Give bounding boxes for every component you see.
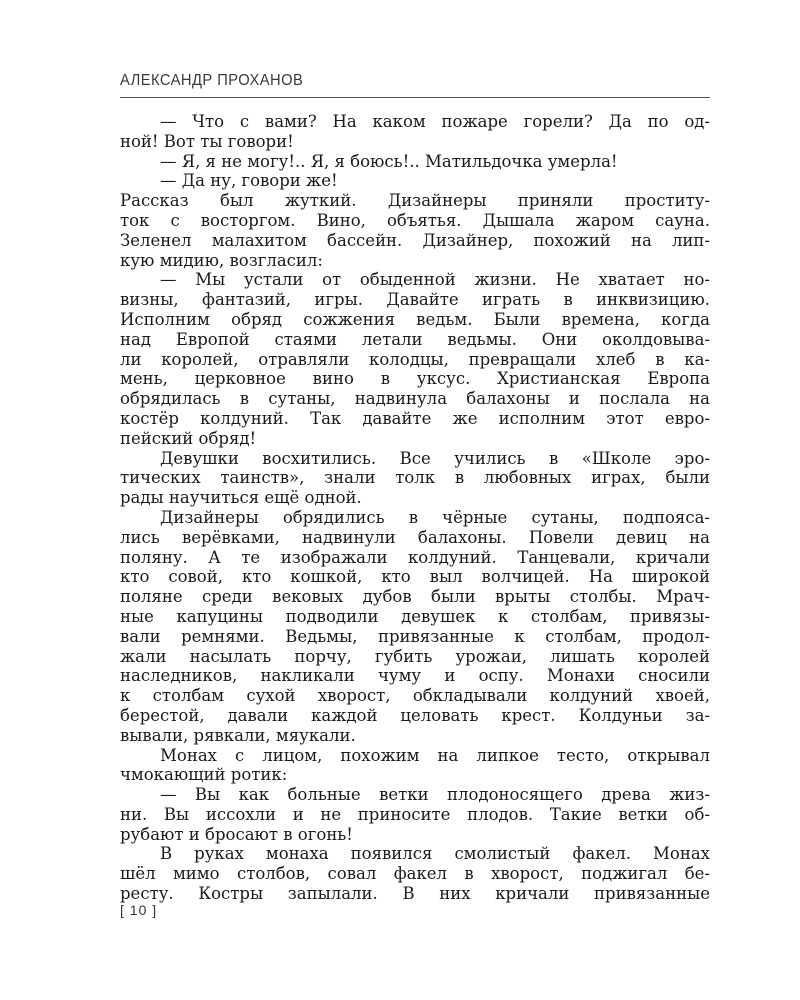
- text-line: рады научиться ещё одной.: [120, 488, 362, 508]
- text-line: ток с восторгом. Вино, объятья. Дышала жаром сауна.: [120, 210, 710, 230]
- text-line: ресту. Костры запылали. В них кричали привязанные: [120, 884, 710, 904]
- text-line: визны, фантазий, игры. Давайте играть в инквизицию.: [120, 290, 710, 310]
- text-line: ни. Вы иссохли и не приносите плодов. Такие ветки об-: [120, 804, 710, 824]
- text-line: В руках монаха появился смолистый факел. Монах: [160, 844, 710, 864]
- text-line: — Я, я не могу!.. Я, я боюсь!.. Матильдочка умерла!: [160, 151, 618, 171]
- text-line: поляне среди вековых дубов были врыты столбы. Мрач-: [120, 587, 710, 607]
- text-line: поляну. А те изображали колдуний. Танцевали, кричали: [120, 547, 710, 567]
- page-number: [ 10 ]: [120, 902, 158, 918]
- text-line: берестой, давали каждой целовать крест. Колдуньи за-: [120, 705, 710, 725]
- text-line: ные капуцины подводили девушек к столбам, привязы-: [120, 606, 710, 626]
- text-line: Монах с лицом, похожим на липкое тесто, открывал: [160, 745, 710, 765]
- text-line: костёр колдуний. Так давайте же исполним этот евро-: [120, 408, 710, 428]
- header-rule: [120, 97, 710, 98]
- text-line: лись верёвками, надвинули балахоны. Повели девиц на: [120, 527, 710, 547]
- text-line: наследников, накликали чуму и оспу. Монахи сносили: [120, 666, 710, 686]
- text-line: — Да ну, говори же!: [160, 171, 338, 191]
- text-line: тических таинств», знали толк в любовных играх, были: [120, 468, 710, 488]
- text-line: Дизайнеры обрядились в чёрные сутаны, подпояса-: [160, 507, 710, 527]
- text-line: Девушки восхитились. Все учились в «Школе эро-: [160, 448, 710, 468]
- text-line: чмокающий ротик:: [120, 765, 288, 785]
- text-line: к столбам сухой хворост, обкладывали колдуний хвоей,: [120, 686, 710, 706]
- text-line: шёл мимо столбов, совал факел в хворост, поджигал бе-: [120, 864, 710, 884]
- text-line: пейский обряд!: [120, 428, 257, 448]
- text-line: вывали, рявкали, мяукали.: [120, 725, 356, 745]
- text-line: ной! Вот ты говори!: [120, 131, 294, 151]
- text-line: — Что с вами? На каком пожаре горели? Да по од-: [160, 112, 710, 131]
- running-title: АЛЕКСАНДР ПРОХАНОВ: [120, 72, 304, 89]
- text-line: над Европой стаями летали ведьмы. Они околдовыва-: [120, 329, 710, 349]
- text-line: ли королей, отравляли колодцы, превращали хлеб в ка-: [120, 349, 710, 369]
- body-text: [120, 112, 710, 904]
- text-line: кую мидию, возгласил:: [120, 250, 323, 270]
- text-line: вали ремнями. Ведьмы, привязанные к столбам, продол-: [120, 626, 710, 646]
- text-line: рубают и бросают в огонь!: [120, 824, 353, 844]
- text-line: обрядилась в сутаны, надвинула балахоны и послала на: [120, 389, 710, 409]
- text-line: Исполним обряд сожжения ведьм. Были времена, когда: [120, 309, 710, 329]
- text-line: Рассказ был жуткий. Дизайнеры приняли проститу-: [120, 191, 710, 211]
- text-line: мень, церковное вино в уксус. Христианская Европа: [120, 369, 710, 389]
- text-line: — Мы устали от обыденной жизни. Не хватает но-: [160, 270, 710, 290]
- text-line: жали насылать порчу, губить урожаи, лишать королей: [120, 646, 710, 666]
- text-line: кто совой, кто кошкой, кто выл волчицей. На широкой: [120, 567, 710, 587]
- text-line: — Вы как больные ветки плодоносящего древа жиз-: [160, 785, 710, 805]
- text-line: Зеленел малахитом бассейн. Дизайнер, похожий на лип-: [120, 230, 710, 250]
